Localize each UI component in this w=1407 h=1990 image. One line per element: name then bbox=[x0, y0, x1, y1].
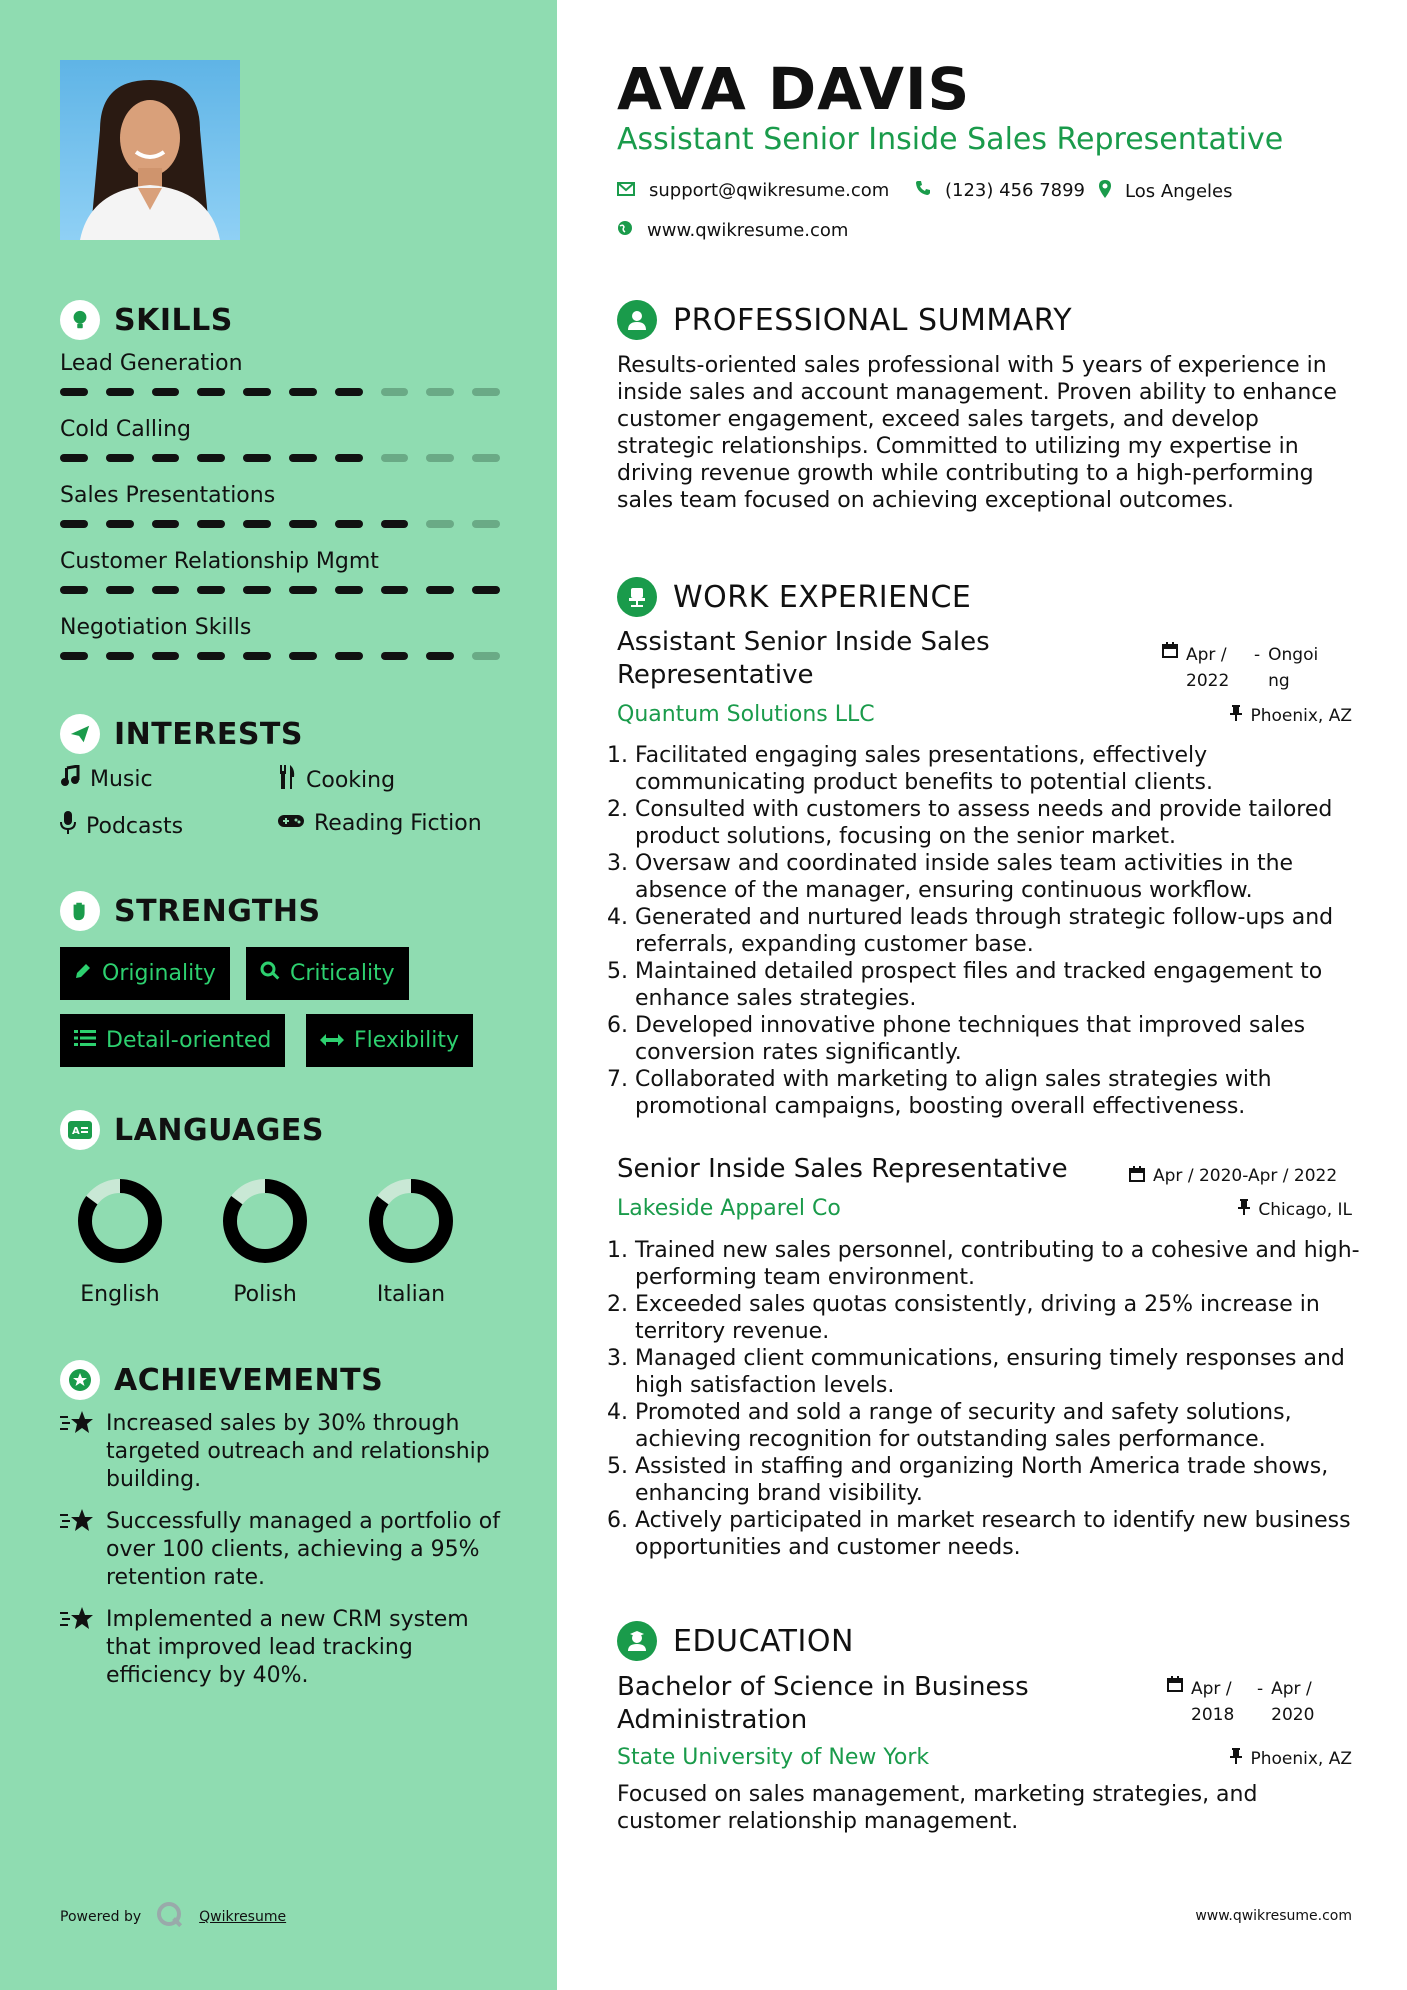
education-date: Apr / 2018 - Apr / 2020 bbox=[1167, 1676, 1329, 1728]
skills-heading: SKILLS bbox=[60, 300, 233, 340]
list-item: 1. Facilitated engaging sales presentations, effectively communicating product benefits to potential clients. bbox=[635, 742, 1369, 796]
skill-level-segment bbox=[106, 454, 134, 462]
pencil-icon bbox=[74, 961, 92, 986]
user-icon bbox=[617, 300, 657, 340]
skill-label: Lead Generation bbox=[60, 351, 243, 376]
qwikresume-logo-icon bbox=[155, 1900, 185, 1934]
calendar-icon bbox=[1129, 1166, 1145, 1187]
svg-text:A: A bbox=[72, 1126, 80, 1137]
qwikresume-link[interactable]: Qwikresume bbox=[199, 1909, 287, 1925]
skill-level-segment bbox=[335, 652, 363, 660]
summary-text: Results-oriented sales professional with 5 years of experience in inside sales and account management. Proven ability to enhance customer engagement, exceed sales targets, and develop strategic relationships. Committed to utilizing my expertise in driving revenue growth while contributing to a high-performing sales team focused on achieving exceptional outcomes. bbox=[617, 353, 1337, 513]
contact-location: Los Angeles bbox=[1099, 180, 1233, 203]
contact-website: www.qwikresume.com bbox=[617, 220, 848, 241]
job-title: Assistant Senior Inside Sales Representative bbox=[617, 627, 990, 690]
list-item: 2. Consulted with customers to assess needs and provide tailored product solutions, focusing on the senior market. bbox=[635, 796, 1369, 850]
list-item: 2. Exceeded sales quotas consistently, driving a 25% increase in territory revenue. bbox=[635, 1291, 1369, 1345]
job-responsibilities bbox=[609, 1237, 1369, 1561]
list-item: 5. Assisted in staffing and organizing North America trade shows, enhancing brand visibility. bbox=[635, 1453, 1369, 1507]
profile-photo bbox=[60, 60, 240, 240]
skill-level-segment bbox=[426, 652, 454, 660]
footer-website[interactable]: www.qwikresume.com bbox=[1195, 1908, 1352, 1924]
calendar-icon bbox=[1167, 1676, 1183, 1697]
skill-level-segment bbox=[106, 652, 134, 660]
skill-level-segment bbox=[472, 520, 500, 528]
interest-music: Music bbox=[60, 765, 153, 793]
skill-level-segment bbox=[197, 652, 225, 660]
education-location: Phoenix, AZ bbox=[1230, 1748, 1352, 1769]
skill-level-segment bbox=[197, 388, 225, 396]
language-proficiency-ring bbox=[222, 1178, 308, 1264]
star-badge-icon bbox=[60, 1360, 100, 1400]
strengths-heading: STRENGTHS bbox=[60, 891, 321, 931]
skill-level-segment bbox=[289, 388, 317, 396]
skill-level-segment bbox=[197, 586, 225, 594]
skill-level-segment bbox=[106, 388, 134, 396]
skill-level-segment bbox=[289, 586, 317, 594]
language-proficiency-ring bbox=[77, 1178, 163, 1264]
list-icon bbox=[74, 1028, 96, 1053]
skill-label: Cold Calling bbox=[60, 417, 191, 442]
job-location: Phoenix, AZ bbox=[1230, 705, 1352, 726]
strength-tag-detail-oriented: Detail-oriented bbox=[60, 1014, 285, 1067]
skill-level-segment bbox=[381, 454, 409, 462]
chair-icon bbox=[617, 577, 657, 617]
skill-level-segment bbox=[426, 454, 454, 462]
skill-level-segment bbox=[426, 586, 454, 594]
skill-level-segment bbox=[472, 652, 500, 660]
job-location: Chicago, IL bbox=[1238, 1199, 1352, 1220]
skill-level-bar bbox=[60, 454, 500, 462]
language-italian: Italian bbox=[351, 1178, 471, 1307]
skill-level-segment bbox=[106, 586, 134, 594]
list-item: 3. Oversaw and coordinated inside sales team activities in the absence of the manager, ensuring continuous workflow. bbox=[635, 850, 1369, 904]
job-date: Apr / 2022 - Ongoing bbox=[1162, 642, 1328, 694]
education-heading: EDUCATION bbox=[617, 1621, 854, 1661]
list-item: 6. Developed innovative phone techniques that improved sales conversion rates significantly. bbox=[635, 1012, 1369, 1066]
skill-level-segment bbox=[381, 520, 409, 528]
hand-icon bbox=[60, 891, 100, 931]
language-icon bbox=[60, 1110, 100, 1150]
skill-level-segment bbox=[426, 388, 454, 396]
star-icon bbox=[60, 1606, 94, 1690]
job-title: Senior Inside Sales Representative bbox=[617, 1154, 1068, 1184]
skill-level-segment bbox=[472, 454, 500, 462]
list-item: 5. Maintained detailed prospect files and tracked engagement to enhance sales strategies. bbox=[635, 958, 1369, 1012]
skill-item bbox=[60, 482, 500, 528]
experience-heading: WORK EXPERIENCE bbox=[617, 577, 971, 617]
achievements-heading: ACHIEVEMENTS bbox=[60, 1360, 383, 1400]
skill-level-segment bbox=[381, 652, 409, 660]
strength-tag-criticality: Criticality bbox=[246, 947, 409, 1000]
list-item: 7. Collaborated with marketing to align sales strategies with promotional campaigns, boosting overall effectiveness. bbox=[635, 1066, 1369, 1120]
pushpin-icon bbox=[1238, 1199, 1250, 1220]
language-english: English bbox=[60, 1178, 180, 1307]
candidate-role: Assistant Senior Inside Sales Representative bbox=[617, 122, 1284, 157]
skill-item bbox=[60, 416, 500, 462]
skill-level-segment bbox=[60, 652, 88, 660]
star-icon bbox=[60, 1410, 94, 1494]
achievement-item: Successfully managed a portfolio of over 100 clients, achieving a 95% retention rate. bbox=[60, 1508, 510, 1592]
phone-icon bbox=[915, 180, 931, 201]
languages-heading: A LANGUAGES bbox=[60, 1110, 324, 1150]
search-icon bbox=[260, 961, 280, 987]
star-icon bbox=[60, 1508, 94, 1592]
job-responsibilities bbox=[609, 742, 1369, 1120]
skill-level-bar bbox=[60, 520, 500, 528]
achievement-item: Implemented a new CRM system that improved lead tracking efficiency by 40%. bbox=[60, 1606, 510, 1690]
skill-level-segment bbox=[60, 520, 88, 528]
skill-level-segment bbox=[152, 586, 180, 594]
list-item: 1. Trained new sales personnel, contributing to a cohesive and high-performing team environment. bbox=[635, 1237, 1369, 1291]
sidebar bbox=[0, 0, 557, 1990]
skill-level-segment bbox=[335, 520, 363, 528]
skill-level-segment bbox=[289, 454, 317, 462]
company-name: Lakeside Apparel Co bbox=[617, 1196, 841, 1221]
skill-level-bar bbox=[60, 586, 500, 594]
microphone-icon bbox=[60, 811, 76, 841]
language-polish: Polish bbox=[205, 1178, 325, 1307]
skill-label: Customer Relationship Mgmt bbox=[60, 549, 379, 574]
summary-heading: PROFESSIONAL SUMMARY bbox=[617, 300, 1072, 340]
skill-level-segment bbox=[152, 454, 180, 462]
skill-level-segment bbox=[152, 652, 180, 660]
powered-by: Powered by Qwikresume bbox=[60, 1900, 286, 1934]
graduate-icon bbox=[617, 1621, 657, 1661]
paper-plane-icon bbox=[60, 714, 100, 754]
list-item: 4. Generated and nurtured leads through strategic follow-ups and referrals, expanding customer base. bbox=[635, 904, 1369, 958]
list-item: 6. Actively participated in market research to identify new business opportunities and customer needs. bbox=[635, 1507, 1369, 1561]
skill-item bbox=[60, 614, 500, 660]
school-name: State University of New York bbox=[617, 1745, 930, 1770]
skill-level-bar bbox=[60, 652, 500, 660]
lightbulb-icon bbox=[60, 300, 100, 340]
candidate-name: AVA DAVIS bbox=[617, 55, 971, 123]
skill-level-segment bbox=[243, 388, 271, 396]
interest-cooking: Cooking bbox=[278, 765, 395, 795]
interests-heading: INTERESTS bbox=[60, 714, 303, 754]
skill-level-segment bbox=[197, 520, 225, 528]
skill-level-segment bbox=[472, 586, 500, 594]
education-description: Focused on sales management, marketing strategies, and customer relationship management. bbox=[617, 1782, 1258, 1834]
main-content bbox=[557, 0, 1407, 1990]
skill-level-segment bbox=[106, 520, 134, 528]
skill-level-segment bbox=[60, 586, 88, 594]
skill-level-segment bbox=[197, 454, 225, 462]
skill-level-segment bbox=[243, 520, 271, 528]
music-icon bbox=[60, 765, 80, 793]
skill-level-segment bbox=[289, 520, 317, 528]
contact-email: support@qwikresume.com bbox=[617, 180, 889, 201]
contact-phone: (123) 456 7899 bbox=[915, 180, 1085, 201]
utensils-icon bbox=[278, 765, 296, 795]
skill-item bbox=[60, 350, 500, 396]
gamepad-icon bbox=[278, 811, 304, 836]
interest-reading-fiction: Reading Fiction bbox=[278, 811, 482, 836]
skill-level-segment bbox=[426, 520, 454, 528]
list-item: 4. Promoted and sold a range of security and safety solutions, achieving recognition for outstanding sales performance. bbox=[635, 1399, 1369, 1453]
skill-level-segment bbox=[381, 388, 409, 396]
strength-tag-originality: Originality bbox=[60, 947, 230, 1000]
skill-level-segment bbox=[289, 652, 317, 660]
skill-level-segment bbox=[60, 454, 88, 462]
skill-item bbox=[60, 548, 500, 594]
skill-level-bar bbox=[60, 388, 500, 396]
pushpin-icon bbox=[1230, 1748, 1242, 1769]
list-item: 3. Managed client communications, ensuring timely responses and high satisfaction levels. bbox=[635, 1345, 1369, 1399]
skill-level-segment bbox=[335, 586, 363, 594]
pushpin-icon bbox=[1230, 705, 1242, 726]
skill-label: Sales Presentations bbox=[60, 483, 276, 508]
language-proficiency-ring bbox=[368, 1178, 454, 1264]
skill-level-segment bbox=[60, 388, 88, 396]
skill-level-segment bbox=[335, 388, 363, 396]
interest-podcasts: Podcasts bbox=[60, 811, 183, 841]
degree-title: Bachelor of Science in Business Administration bbox=[617, 1672, 1029, 1735]
skill-level-segment bbox=[381, 586, 409, 594]
arrows-horizontal-icon bbox=[320, 1028, 344, 1053]
skill-level-segment bbox=[152, 520, 180, 528]
skill-label: Negotiation Skills bbox=[60, 615, 252, 640]
skill-level-segment bbox=[472, 388, 500, 396]
company-name: Quantum Solutions LLC bbox=[617, 702, 875, 727]
skill-level-segment bbox=[243, 454, 271, 462]
skill-level-segment bbox=[152, 388, 180, 396]
skill-level-segment bbox=[335, 454, 363, 462]
job-date: Apr / 2020-Apr / 2022 bbox=[1129, 1166, 1337, 1187]
achievement-item: Increased sales by 30% through targeted outreach and relationship building. bbox=[60, 1410, 510, 1494]
map-pin-icon bbox=[1099, 180, 1111, 203]
strength-tag-flexibility: Flexibility bbox=[306, 1014, 473, 1067]
skill-level-segment bbox=[243, 652, 271, 660]
envelope-icon bbox=[617, 180, 635, 201]
calendar-icon bbox=[1162, 642, 1178, 663]
globe-icon bbox=[617, 220, 633, 241]
skill-level-segment bbox=[243, 586, 271, 594]
